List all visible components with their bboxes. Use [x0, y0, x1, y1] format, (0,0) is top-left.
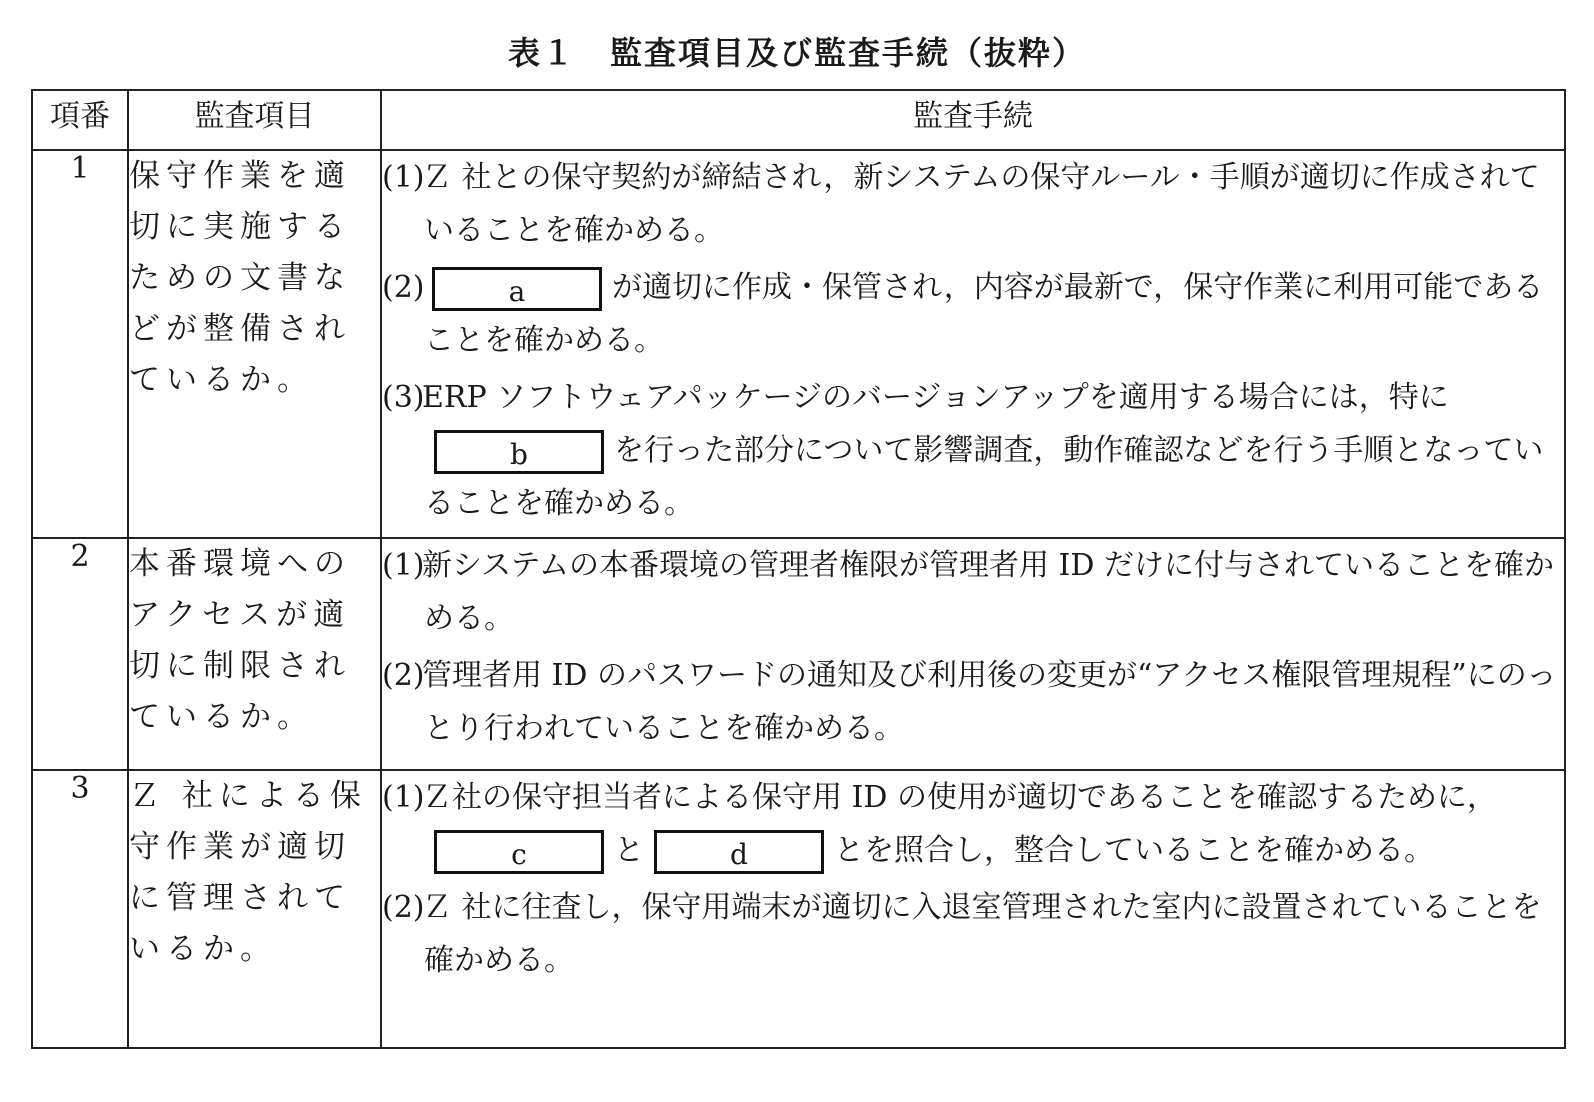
step-mark: (2) [382, 890, 425, 925]
table-row [32, 538, 1565, 770]
step-mark: (1) [382, 780, 425, 815]
audit-procedure [381, 538, 1565, 770]
step-mark: (1) [382, 160, 425, 195]
step-text: ERP ソフトウェアパッケージのバージョンアップを適用する場合には，特に [422, 380, 1449, 415]
procedure-step [382, 771, 1564, 877]
blank-box-b: b [434, 430, 604, 474]
procedure-step [382, 371, 1564, 530]
audit-table [31, 89, 1566, 1049]
audit-item: 保守作業を適切に実施するための文書などが整備されているか。 [128, 150, 381, 538]
step-text: と [614, 833, 644, 868]
row-number: 2 [32, 538, 128, 770]
procedure-step [382, 539, 1564, 645]
audit-procedure [381, 150, 1565, 538]
step-text: を行った部分について影響調査，動作確認などを行う手順となっていることを確かめる。 [424, 433, 1544, 521]
procedure-step [382, 151, 1564, 257]
step-text: Ｚ 社との保守契約が締結され，新システムの保守ルール・手順が適切に作成されていることを確かめる。 [422, 160, 1540, 248]
row-number: 3 [32, 770, 128, 1048]
audit-procedure [381, 770, 1565, 1048]
table-caption: 表１ 監査項目及び監査手続（抜粋） [507, 34, 1086, 72]
table-row [32, 150, 1565, 538]
procedure-step [382, 881, 1564, 987]
step-text: 管理者用 ID のパスワードの通知及び利用後の変更が“アクセス権限管理規程”にのっとり行われていることを確かめる。 [422, 658, 1557, 746]
step-text: 新システムの本番環境の管理者権限が管理者用 ID だけに付与されていることを確かめる。 [422, 548, 1554, 636]
audit-item: 本番環境へのアクセスが適切に制限されているか。 [128, 538, 381, 770]
step-text: とを照合し，整合していることを確かめる。 [834, 833, 1434, 868]
step-mark: (2) [382, 270, 425, 305]
step-text: Ｚ社の保守担当者による保守用 ID の使用が適切であることを確認するために， [422, 780, 1497, 815]
step-mark: (3) [382, 380, 425, 415]
procedure-step [382, 261, 1564, 367]
audit-item: Ｚ 社による保守作業が適切に管理されているか。 [128, 770, 381, 1048]
header-item: 監査項目 [128, 90, 381, 150]
procedure-step [382, 649, 1564, 755]
header-procedure: 監査手続 [381, 90, 1565, 150]
blank-box-d: d [654, 830, 824, 874]
header-row [32, 90, 1565, 150]
blank-box-c: c [434, 830, 604, 874]
table-row [32, 770, 1565, 1048]
header-no: 項番 [32, 90, 128, 150]
step-mark: (1) [382, 548, 425, 583]
step-text: が適切に作成・保管され，内容が最新で，保守作業に利用可能であることを確かめる。 [424, 270, 1544, 358]
step-text: Ｚ 社に往査し，保守用端末が適切に入退室管理された室内に設置されていることを確かめる。 [422, 890, 1542, 978]
blank-box-a: a [432, 267, 602, 311]
row-number: 1 [32, 150, 128, 538]
step-mark: (2) [382, 658, 425, 693]
